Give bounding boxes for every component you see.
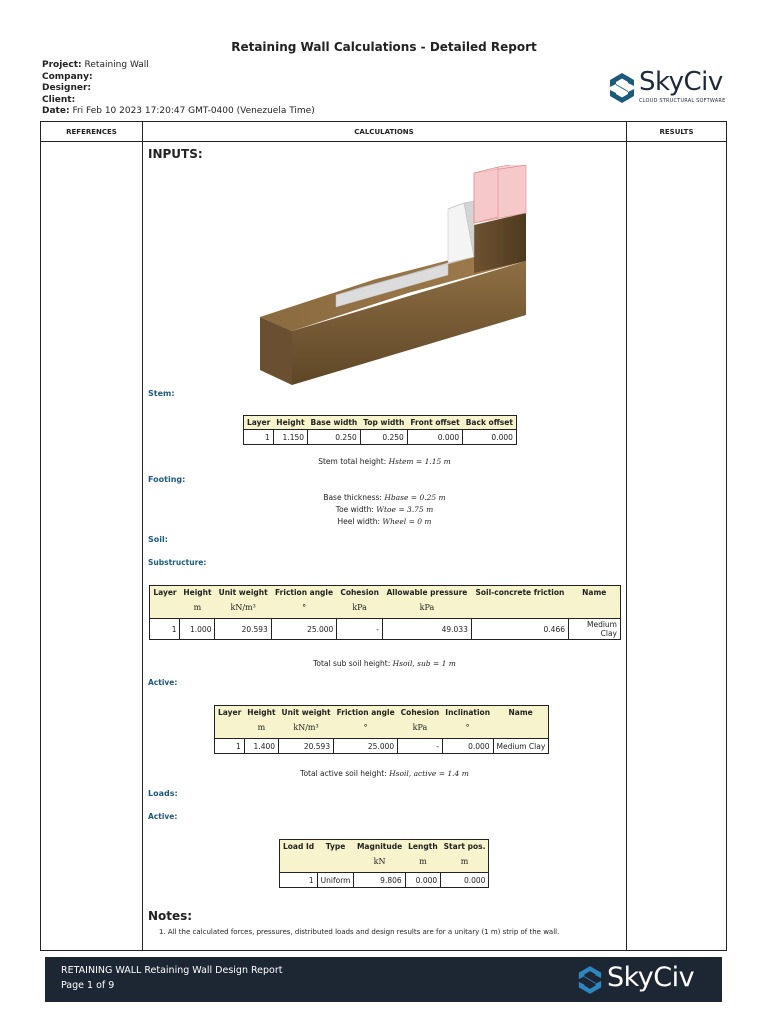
sub-col-name: Name — [569, 586, 621, 600]
report-table — [40, 121, 727, 951]
unit-cell: kN/m³ — [215, 599, 271, 619]
active-soil-total-formula: Hsoil, active = 1.4 m — [389, 769, 469, 778]
unit-cell: kN/m³ — [279, 719, 334, 739]
act-col-unit-weight: Unit weight — [279, 706, 334, 720]
active-soil-heading: Active: — [148, 678, 178, 687]
stem-col-top-width: Top width — [360, 416, 407, 430]
date-label: Date: — [42, 106, 70, 116]
loads-header-row — [280, 840, 489, 854]
loads-heading: Loads: — [148, 789, 178, 798]
table-cell: 49.033 — [382, 619, 471, 640]
table-row — [280, 873, 489, 888]
heel-width-label: Heel width: — [337, 517, 380, 526]
footing-heading: Footing: — [148, 475, 186, 484]
load-col-id: Load Id — [280, 840, 318, 854]
table-cell: 9.806 — [354, 873, 405, 888]
heel-width — [146, 517, 623, 526]
skyciv-logo — [608, 67, 730, 106]
base-thickness-label: Base thickness: — [323, 493, 382, 502]
unit-cell: m — [180, 599, 215, 619]
report-title: Retaining Wall Calculations - Detailed Report — [231, 40, 537, 54]
footer-logo-word: SkyCiv — [607, 962, 695, 993]
unit-cell: kN — [354, 853, 405, 873]
unit-cell — [215, 719, 245, 739]
unit-cell: kPa — [382, 599, 471, 619]
table-cell: 20.593 — [279, 739, 334, 754]
date-value: Fri Feb 10 2023 17:20:47 GMT-0400 (Venezuela Time) — [72, 106, 315, 116]
references-header: REFERENCES — [41, 122, 142, 142]
stem-col-layer: Layer — [244, 416, 274, 430]
unit-cell: ° — [442, 719, 493, 739]
table-cell: 0.250 — [308, 430, 361, 445]
act-col-cohesion: Cohesion — [398, 706, 443, 720]
table-cell: - — [337, 619, 383, 640]
unit-cell: kPa — [337, 599, 383, 619]
results-header: RESULTS — [626, 122, 727, 142]
table-row — [215, 739, 549, 754]
sub-soil-total-label: Total sub soil height: — [313, 659, 391, 668]
table-cell: 0.000 — [463, 430, 517, 445]
unit-cell — [317, 853, 354, 873]
toe-width-formula: Wtoe = 3.75 m — [376, 505, 434, 514]
table-cell: 1 — [280, 873, 318, 888]
sub-col-friction-angle: Friction angle — [271, 586, 337, 600]
table-row — [244, 430, 517, 445]
stem-total-height — [146, 457, 623, 466]
table-cell: 0.000 — [442, 739, 493, 754]
act-col-friction-angle: Friction angle — [334, 706, 398, 720]
skyciv-logo-word: SkyCiv — [639, 67, 723, 97]
column-divider — [142, 122, 143, 950]
notes-list — [159, 928, 559, 936]
unit-cell: m — [405, 853, 441, 873]
table-cell: 1.000 — [180, 619, 215, 640]
loads-active-heading: Active: — [148, 812, 178, 821]
table-cell: - — [398, 739, 443, 754]
substructure-table — [149, 585, 621, 640]
active-soil-table — [214, 705, 549, 754]
stem-table — [243, 415, 517, 445]
table-cell: Medium Clay — [493, 739, 549, 754]
table-cell: 0.000 — [407, 430, 462, 445]
table-cell: 0.250 — [360, 430, 407, 445]
loads-table — [279, 839, 489, 888]
skyciv-logo-icon — [608, 72, 636, 104]
table-cell: 1.150 — [273, 430, 307, 445]
toe-width-label: Toe width: — [335, 505, 374, 514]
soil-heading: Soil: — [148, 535, 168, 544]
act-col-layer: Layer — [215, 706, 245, 720]
retaining-wall-3d-illustration — [236, 165, 536, 390]
toe-width — [146, 505, 623, 514]
stem-header-row — [244, 416, 517, 430]
substructure-header-row — [150, 586, 621, 600]
notes-heading: Notes: — [148, 909, 193, 923]
act-col-height: Height — [244, 706, 278, 720]
sub-col-cohesion: Cohesion — [337, 586, 383, 600]
footer-logo-icon — [577, 965, 603, 995]
calculations-header: CALCULATIONS — [142, 122, 626, 142]
table-cell: 1 — [215, 739, 245, 754]
table-cell: 25.000 — [271, 619, 337, 640]
unit-cell: ° — [334, 719, 398, 739]
footer-report-name: RETAINING WALL Retaining Wall Design Report — [61, 965, 283, 976]
active-soil-total-height — [146, 769, 623, 778]
stem-col-front-offset: Front offset — [407, 416, 462, 430]
company-label: Company: — [42, 71, 93, 82]
stem-col-back-offset: Back offset — [463, 416, 517, 430]
stem-heading: Stem: — [148, 389, 175, 398]
sub-col-layer: Layer — [150, 586, 180, 600]
load-col-start-pos: Start pos. — [441, 840, 489, 854]
unit-cell: m — [441, 853, 489, 873]
stem-col-height: Height — [273, 416, 307, 430]
table-cell: 20.593 — [215, 619, 271, 640]
stem-total-formula: Hstem = 1.15 m — [388, 457, 451, 466]
loads-units-row — [280, 853, 489, 873]
act-col-inclination: Inclination — [442, 706, 493, 720]
column-divider — [626, 122, 627, 950]
designer-label: Designer: — [42, 83, 92, 93]
table-row — [150, 619, 621, 640]
unit-cell — [493, 719, 549, 739]
page-footer — [45, 957, 722, 1002]
table-cell: 0.466 — [471, 619, 568, 640]
unit-cell — [569, 599, 621, 619]
substructure-units-row — [150, 599, 621, 619]
sub-col-height: Height — [180, 586, 215, 600]
unit-cell — [150, 599, 180, 619]
footer-page-number: Page 1 of 9 — [61, 980, 115, 991]
sub-col-allowable-pressure: Allowable pressure — [382, 586, 471, 600]
act-col-name: Name — [493, 706, 549, 720]
client-label: Client: — [42, 94, 76, 105]
load-col-type: Type — [317, 840, 354, 854]
active-soil-total-label: Total active soil height: — [300, 769, 387, 778]
note-item: 1. All the calculated forces, pressures, distributed loads and design results are for a unitary (1 m) strip of the wall. — [159, 928, 560, 936]
stem-col-base-width: Base width — [308, 416, 361, 430]
heel-width-formula: Wheel = 0 m — [382, 517, 432, 526]
table-cell: 1 — [244, 430, 274, 445]
unit-cell: kPa — [398, 719, 443, 739]
table-cell: 0.000 — [441, 873, 489, 888]
active-soil-units-row — [215, 719, 549, 739]
sub-soil-total-formula: Hsoil, sub = 1 m — [392, 659, 456, 668]
project-value: Retaining Wall — [84, 60, 149, 70]
unit-cell — [280, 853, 318, 873]
table-cell: Medium Clay — [569, 619, 621, 640]
load-col-magnitude: Magnitude — [354, 840, 405, 854]
table-cell: Uniform — [317, 873, 354, 888]
report-meta — [42, 60, 315, 118]
substructure-heading: Substructure: — [148, 558, 207, 567]
base-thickness — [146, 493, 623, 502]
table-cell: 1 — [150, 619, 180, 640]
sub-soil-total-height — [146, 659, 623, 668]
skyciv-logo-tagline: CLOUD STRUCTURAL SOFTWARE — [639, 98, 726, 104]
unit-cell — [471, 599, 568, 619]
load-col-length: Length — [405, 840, 441, 854]
stem-total-label: Stem total height: — [318, 457, 387, 466]
base-thickness-formula: Hbase = 0.25 m — [384, 493, 446, 502]
sub-col-unit-weight: Unit weight — [215, 586, 271, 600]
inputs-heading: INPUTS: — [148, 147, 203, 161]
unit-cell: m — [244, 719, 278, 739]
table-cell: 25.000 — [334, 739, 398, 754]
sub-col-soil-concrete-friction: Soil-concrete friction — [471, 586, 568, 600]
project-label: Project: — [42, 60, 82, 70]
active-soil-header-row — [215, 706, 549, 720]
unit-cell: ° — [271, 599, 337, 619]
table-cell: 1.400 — [244, 739, 278, 754]
table-cell: 0.000 — [405, 873, 441, 888]
